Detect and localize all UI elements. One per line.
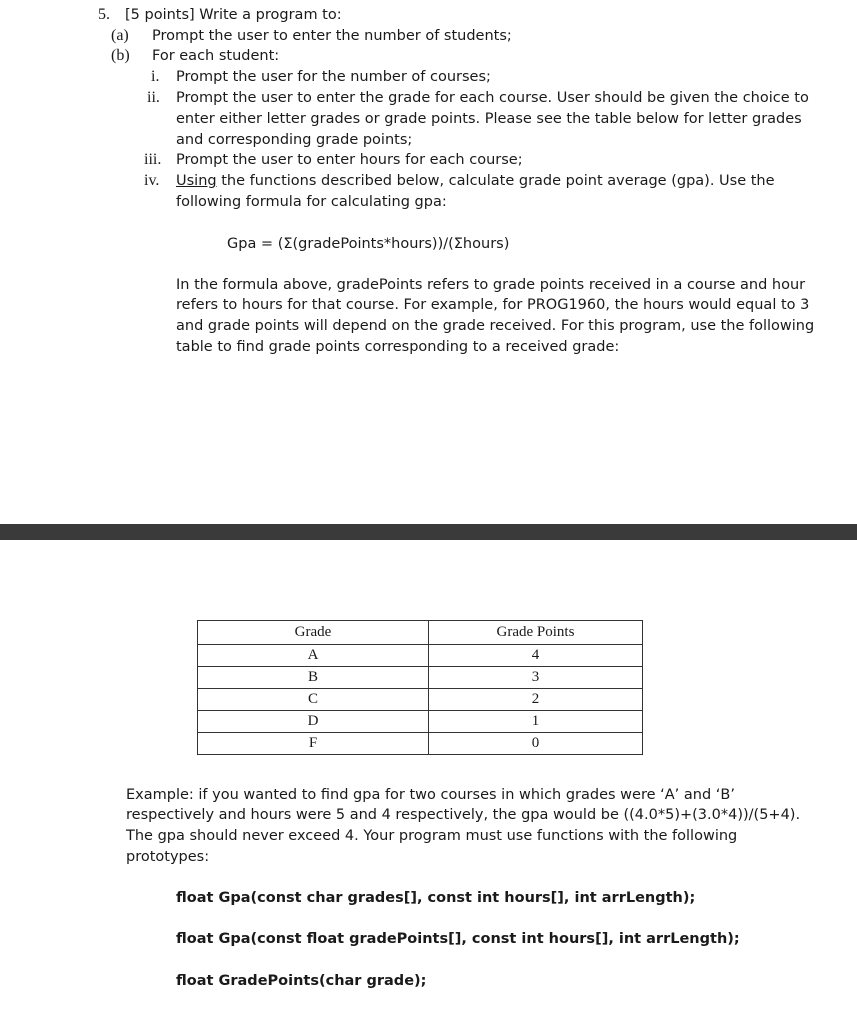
grade-table (197, 620, 643, 755)
points-cell: 2 (429, 689, 643, 711)
item-iii-marker: iii. (144, 151, 162, 168)
item-iv-line: following formula for calculating gpa: (176, 194, 447, 210)
example-line: prototypes: (126, 849, 210, 865)
explanation-line: table to find grade points corresponding to a received grade: (176, 339, 620, 355)
item-i-marker: i. (151, 68, 160, 85)
header-grade: Grade (198, 621, 429, 645)
part-b-marker: (b) (111, 47, 130, 64)
gpa-formula: Gpa = (Σ(gradePoints*hours))/(Σhours) (227, 236, 510, 252)
grade-cell: D (198, 711, 429, 733)
item-ii-line: enter either letter grades or grade points. Please see the table below for letter grades (176, 111, 802, 127)
explanation-line: and grade points will depend on the grade received. For this program, use the following (176, 318, 815, 334)
prototype-gpa-points: float Gpa(const float gradePoints[], const int hours[], int arrLength); (176, 931, 740, 947)
part-a-marker: (a) (111, 27, 129, 44)
prototype-gradepoints: float GradePoints(char grade); (176, 973, 427, 989)
item-iii-line: Prompt the user to enter hours for each course; (176, 152, 523, 168)
table-row (198, 733, 643, 755)
header-grade-points: Grade Points (429, 621, 643, 645)
item-ii-line: Prompt the user to enter the grade for each course. User should be given the choice to (176, 90, 809, 106)
page-divider (0, 524, 857, 540)
item-iv-rest: the functions described below, calculate grade point average (gpa). Use the (216, 173, 775, 189)
table-row (198, 711, 643, 733)
part-a-text: Prompt the user to enter the number of students; (152, 28, 512, 44)
grade-cell: F (198, 733, 429, 755)
example-line: The gpa should never exceed 4. Your program must use functions with the following (126, 828, 738, 844)
underlined-word: Using (176, 173, 217, 189)
table-row (198, 689, 643, 711)
item-i-line: Prompt the user for the number of courses; (176, 69, 491, 85)
part-b-text: For each student: (152, 48, 280, 64)
points-cell: 3 (429, 667, 643, 689)
question-number: 5. (98, 6, 110, 23)
item-iv-marker: iv. (144, 172, 160, 189)
prototype-gpa-grades: float Gpa(const char grades[], const int hours[], int arrLength); (176, 890, 696, 906)
grade-cell: A (198, 645, 429, 667)
item-ii-line: and corresponding grade points; (176, 132, 413, 148)
table-row (198, 645, 643, 667)
points-cell: 0 (429, 733, 643, 755)
grade-cell: C (198, 689, 429, 711)
question-heading: [5 points] Write a program to: (125, 7, 342, 23)
table-row (198, 667, 643, 689)
explanation-line: In the formula above, gradePoints refers to grade points received in a course and hour (176, 277, 806, 293)
points-cell: 4 (429, 645, 643, 667)
table-header-row (198, 621, 643, 645)
item-iv-line (176, 171, 775, 191)
example-line: Example: if you wanted to find gpa for two courses in which grades were ‘A’ and ‘B’ (126, 787, 735, 803)
points-cell: 1 (429, 711, 643, 733)
example-line: respectively and hours were 5 and 4 respectively, the gpa would be ((4.0*5)+(3.0*4))/(5+4). (126, 807, 801, 823)
item-ii-marker: ii. (147, 89, 160, 106)
grade-cell: B (198, 667, 429, 689)
explanation-line: refers to hours for that course. For example, for PROG1960, the hours would equal to 3 (176, 297, 810, 313)
